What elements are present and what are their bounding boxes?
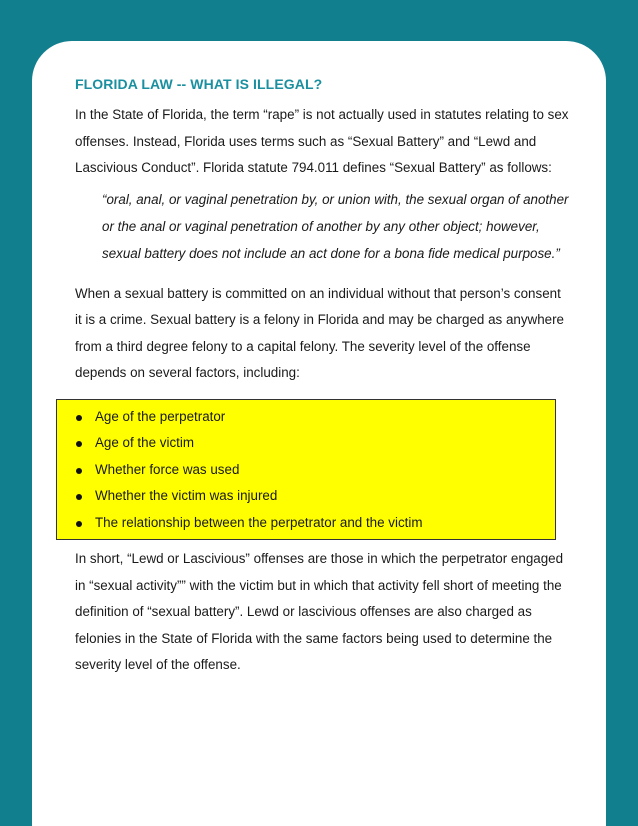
lewd-lascivious-paragraph: In short, “Lewd or Lascivious” offenses are those in which the perpetrator engaged in “sexual activity”” with the victim but in which that activity fell short of meeting the definition of “sexual battery”. Lewd or lascivious offenses are also charged as felonies in the State of Florida with the same factors being used to determine the severity level of the offense. bbox=[75, 551, 564, 672]
factor-text: Age of the victim bbox=[95, 435, 194, 450]
bullet-icon bbox=[76, 441, 82, 447]
factor-text: Whether the victim was injured bbox=[95, 488, 278, 503]
factor-text: Age of the perpetrator bbox=[95, 408, 226, 424]
factors-list bbox=[57, 404, 555, 537]
intro-paragraph: In the State of Florida, the term “rape” is not actually used in statutes relating to sex offenses. Instead, Florida uses terms such as “Sexual Battery” and “Lewd and Lascivious Conduct”. Florida statute 794.011 defines “Sexual Battery” as follows: bbox=[75, 107, 569, 175]
document-page bbox=[32, 41, 606, 826]
bullet-icon bbox=[76, 494, 82, 500]
list-item bbox=[74, 457, 555, 484]
consent-paragraph: When a sexual battery is committed on an individual without that person’s consent it is a crime. Sexual battery is a felony in Florida and may be charged as anywhere from a third degree felony to a capital felony. The severity level of the offense depends on several factors, including: bbox=[75, 285, 565, 380]
factor-text: Whether force was used bbox=[95, 461, 240, 477]
page-title: FLORIDA LAW -- WHAT IS ILLEGAL? bbox=[75, 76, 323, 92]
bullet-icon bbox=[76, 521, 82, 527]
document-content bbox=[75, 76, 571, 679]
factor-text: The relationship between the perpetrator and the victim bbox=[95, 514, 423, 530]
bullet-icon bbox=[76, 415, 82, 421]
list-item bbox=[74, 404, 555, 431]
list-item bbox=[74, 510, 555, 537]
list-item bbox=[74, 430, 555, 457]
factors-highlight-box bbox=[56, 399, 556, 541]
bullet-icon bbox=[76, 468, 82, 474]
list-item bbox=[74, 483, 555, 510]
statute-quote: “oral, anal, or vaginal penetration by, or union with, the sexual organ of another or the anal or vaginal penetration of another by any other object; however, sexual battery does not include an act done for a bona fide medical purpose.” bbox=[102, 191, 569, 261]
